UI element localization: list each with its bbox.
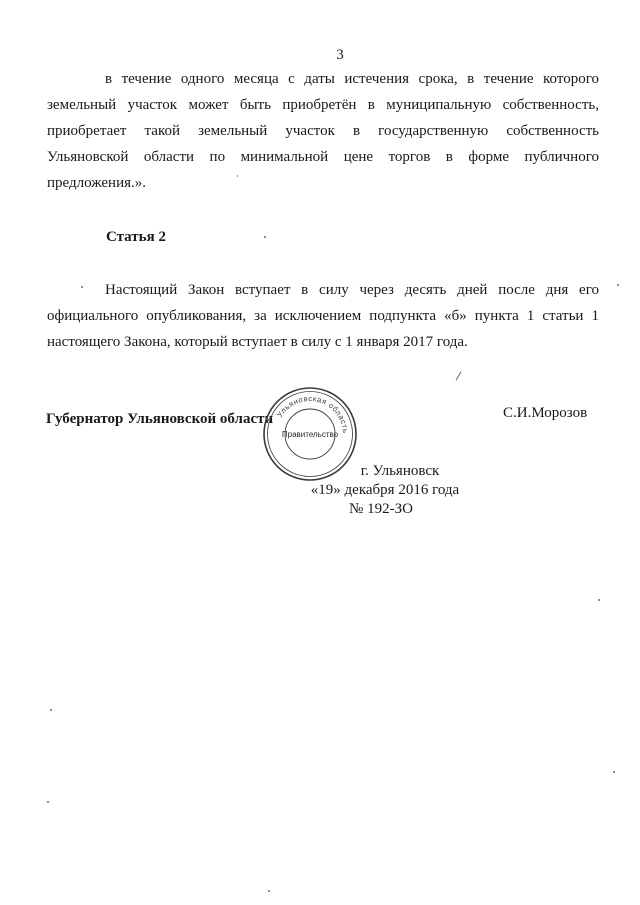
- article-2-paragraph: [47, 277, 599, 355]
- paragraph-line: земельный участок может быть приобретён в муниципальную собственность,: [47, 97, 599, 113]
- scan-speck: [613, 771, 615, 773]
- paragraph-line: Ульяновской области по минимальной цене торгов в форме публичного: [47, 149, 599, 165]
- place-date-block: [290, 462, 470, 519]
- governor-title: Губернатор Ульяновской области: [46, 411, 274, 427]
- paragraph-line: официального опубликования, за исключением подпункта «б» пункта 1 статьи 1: [47, 308, 599, 324]
- paragraph-continuation: [47, 66, 599, 196]
- seal-center-text: Правительство: [281, 430, 339, 439]
- law-number: № 192-ЗО: [349, 501, 413, 517]
- governor-name: С.И.Морозов: [503, 405, 588, 421]
- scan-speck: [237, 175, 238, 177]
- article-heading: Статья 2: [106, 229, 166, 245]
- scan-speck: [47, 801, 49, 803]
- paragraph-line: приобретает такой земельный участок в государственную собственность: [47, 123, 599, 139]
- scan-speck: [617, 284, 619, 286]
- place: г. Ульяновск: [360, 463, 440, 479]
- scan-speck: [268, 890, 270, 892]
- scan-speck: [81, 286, 83, 288]
- scan-speck: [50, 709, 52, 711]
- page-number: 3: [336, 47, 344, 63]
- scan-speck: [598, 599, 600, 601]
- paragraph-line: предложения.».: [47, 175, 147, 191]
- date: «19» декабря 2016 года: [310, 482, 460, 498]
- scan-speck: [456, 371, 462, 380]
- paragraph-line: Настоящий Закон вступает в силу через десять дней после дня его: [105, 282, 599, 298]
- seal-ring-text: Ульяновская область: [275, 393, 351, 434]
- paragraph-line: в течение одного месяца с даты истечения срока, в течение которого: [105, 71, 599, 87]
- scan-speck: [264, 236, 266, 238]
- paragraph-line: настоящего Закона, который вступает в силу с 1 января 2017 года.: [47, 334, 468, 350]
